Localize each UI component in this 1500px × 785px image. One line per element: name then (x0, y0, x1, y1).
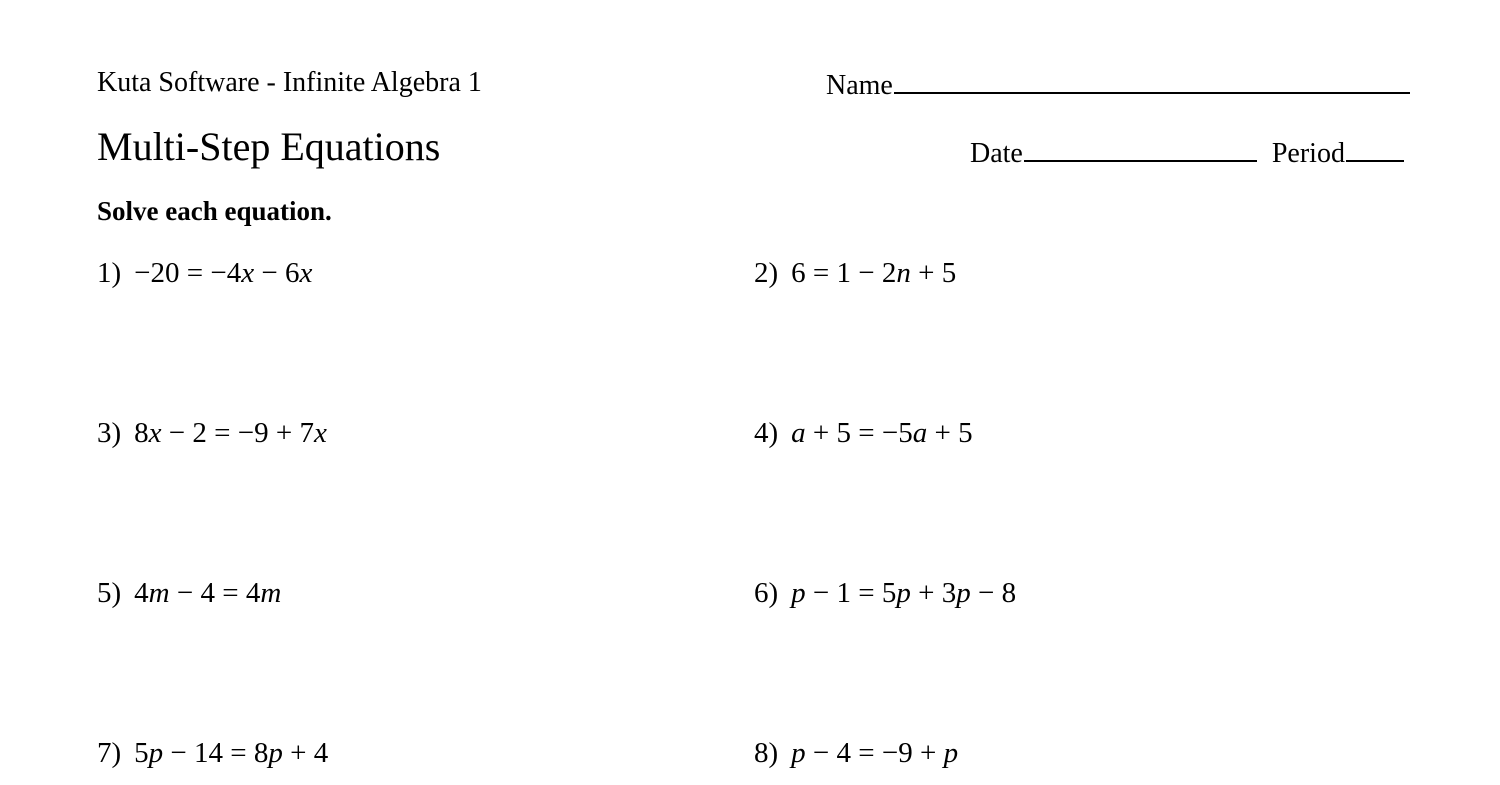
problem-number: 3) (97, 417, 122, 449)
problem-number: 2) (754, 257, 779, 289)
period-label: Period (1271, 138, 1345, 169)
problem-equation: 4m − 4 = 4m (134, 577, 282, 609)
problem-number: 4) (754, 417, 779, 449)
publisher-line: Kuta Software - Infinite Algebra 1 (97, 67, 482, 98)
problem-equation: 5p − 14 = 8p + 4 (134, 737, 329, 769)
name-field[interactable] (826, 66, 1410, 103)
problem-6 (754, 576, 1016, 610)
problem-equation: 6 = 1 − 2n + 5 (791, 257, 957, 289)
problem-8 (754, 736, 958, 770)
problem-equation: −20 = −4x − 6x (134, 257, 313, 289)
problem-2 (754, 256, 956, 290)
problem-equation: p − 4 = −9 + p (791, 737, 959, 769)
problem-equation: a + 5 = −5a + 5 (791, 417, 973, 449)
problem-number: 7) (97, 737, 122, 769)
problem-number: 5) (97, 577, 122, 609)
problem-number: 6) (754, 577, 779, 609)
problem-number: 8) (754, 737, 779, 769)
date-period-row (970, 134, 1404, 171)
problem-5 (97, 576, 281, 610)
date-blank-line[interactable] (1024, 134, 1257, 162)
date-label: Date (970, 138, 1023, 169)
problem-3 (97, 416, 327, 450)
worksheet-title: Multi-Step Equations (97, 124, 441, 169)
period-blank-line[interactable] (1346, 134, 1404, 162)
problem-equation: 8x − 2 = −9 + 7x (134, 417, 327, 449)
name-label: Name (826, 70, 893, 101)
problem-number: 1) (97, 257, 122, 289)
problem-7 (97, 736, 328, 770)
problem-4 (754, 416, 973, 450)
problem-1 (97, 256, 312, 290)
name-blank-line[interactable] (894, 66, 1410, 94)
instructions: Solve each equation. (97, 196, 332, 226)
problem-equation: p − 1 = 5p + 3p − 8 (791, 577, 1017, 609)
